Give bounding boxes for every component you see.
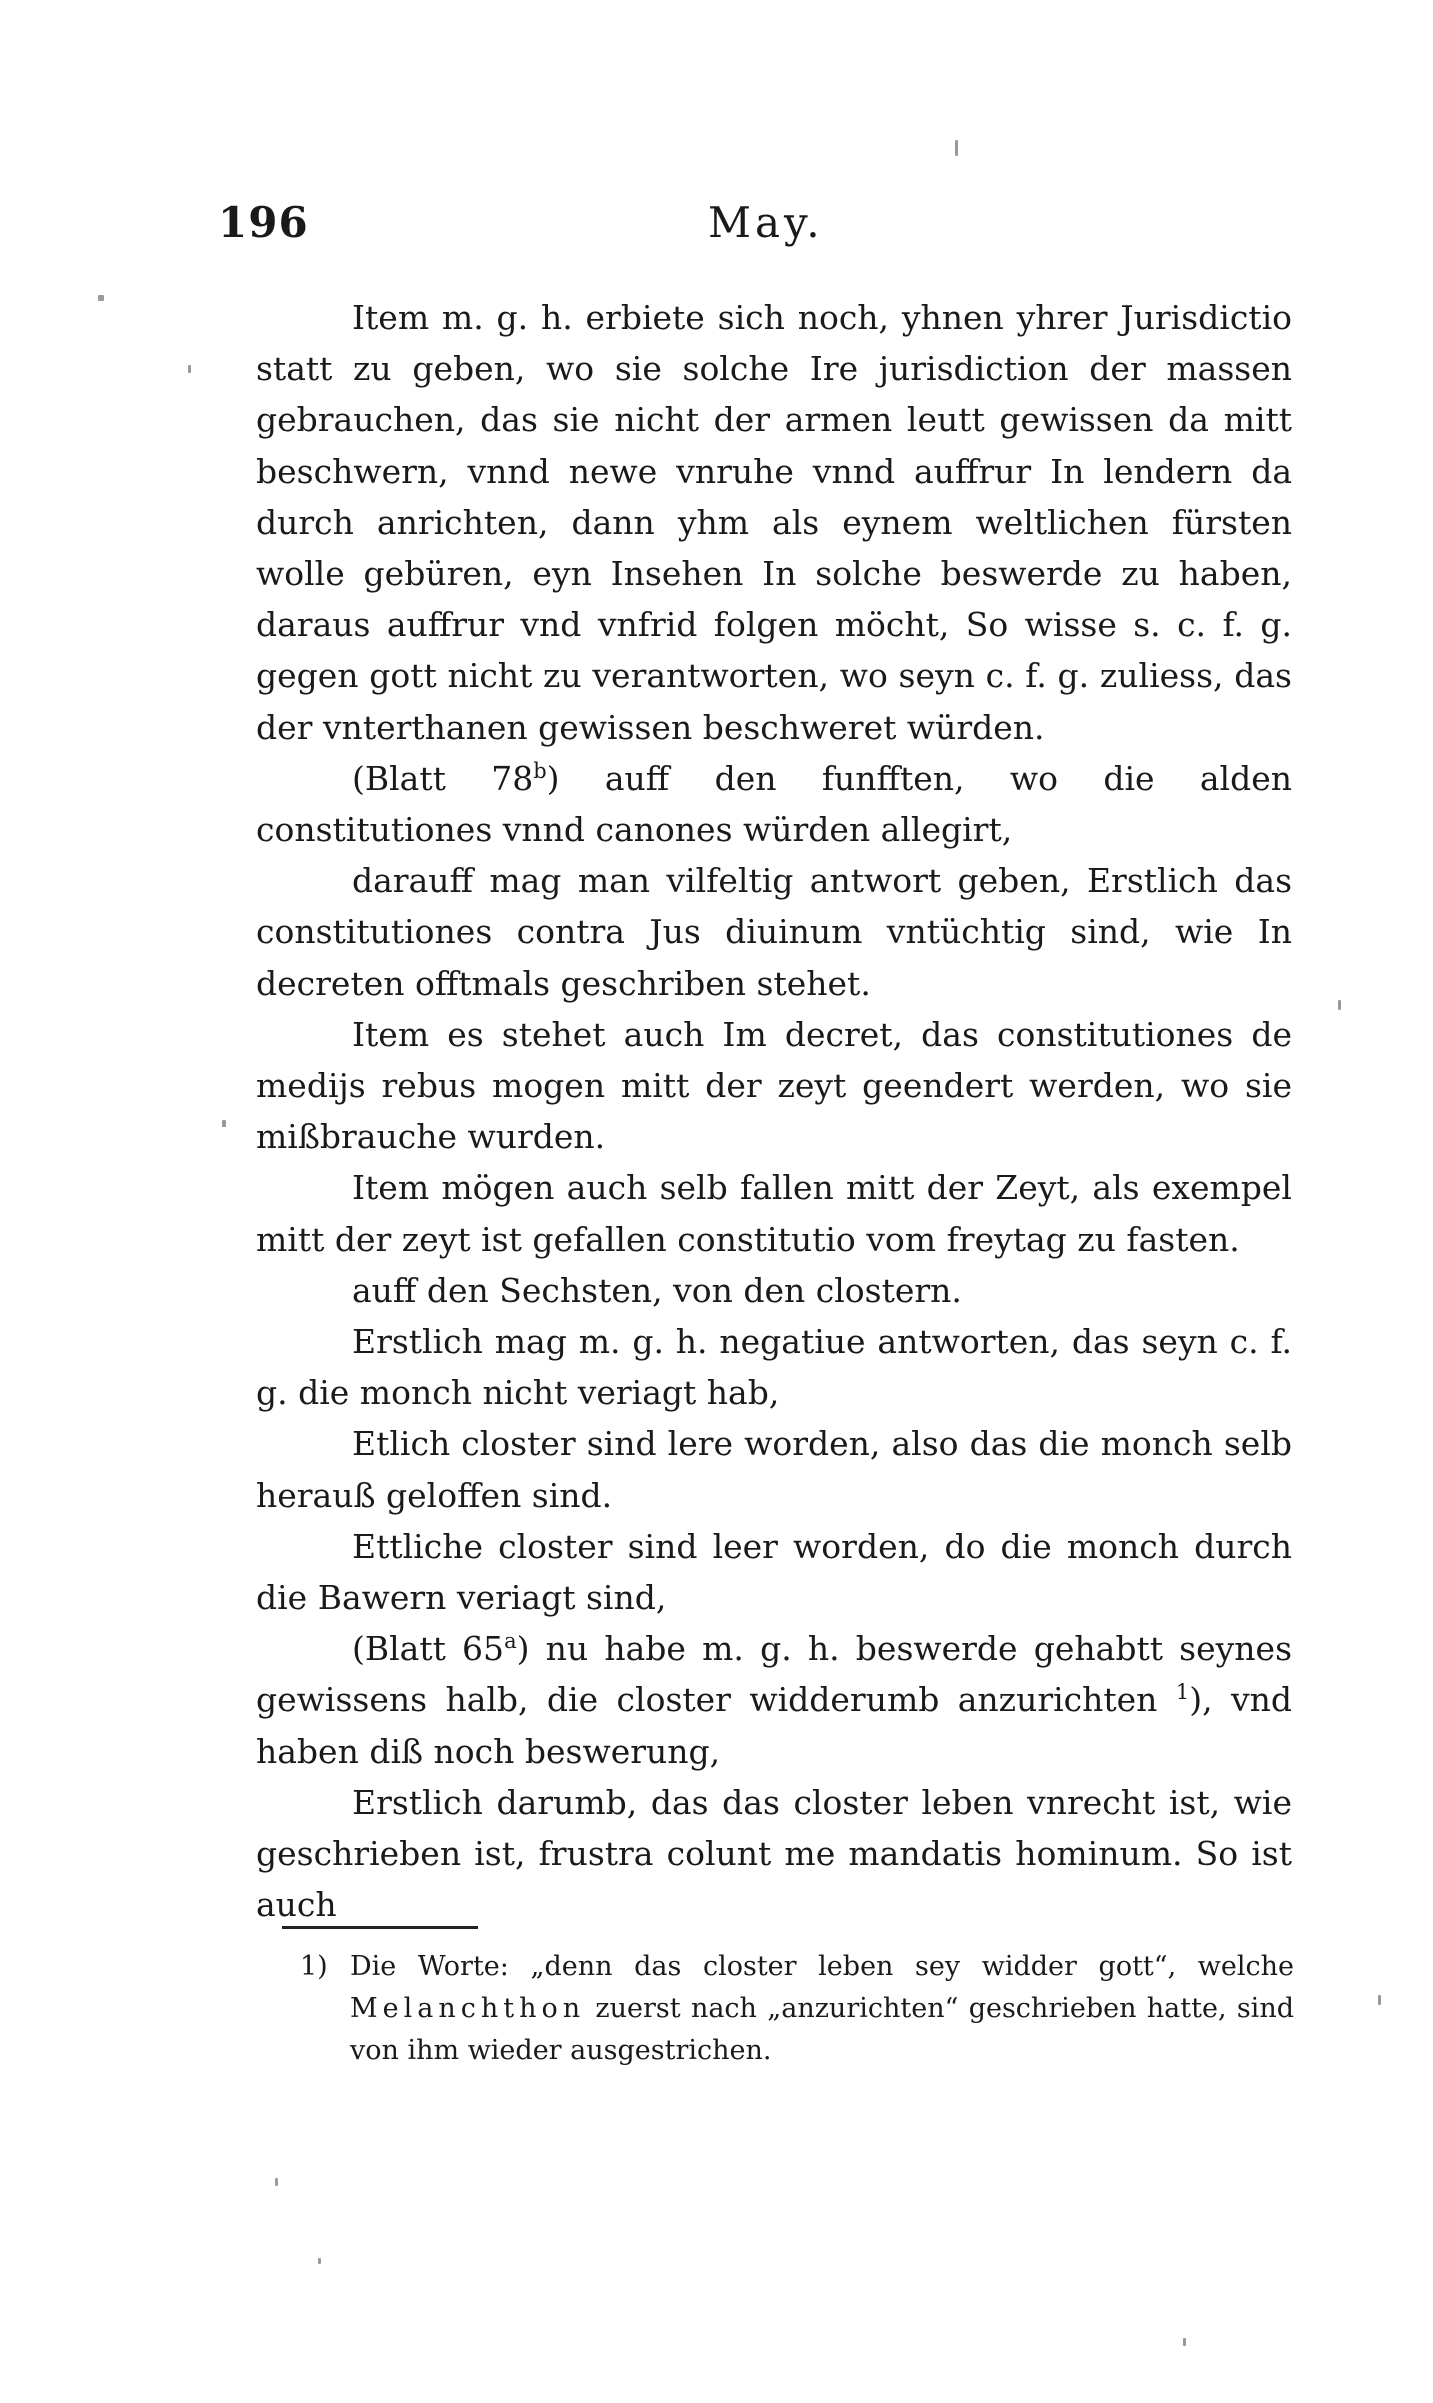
paragraph [256, 1623, 1292, 1777]
footnote-divider [282, 1926, 478, 1929]
running-title: May. [708, 198, 824, 247]
paragraph-text: ), vnd haben diß noch beswerung, [256, 1680, 1292, 1771]
footnote-text-part: Die Worte: „denn das closter leben sey widder gott“, welche [350, 1951, 1294, 1982]
paragraph: Etlich closter sind lere worden, also das die monch selb herauß geloffen sind. [256, 1424, 1292, 1515]
scan-speck [1378, 1995, 1381, 2005]
main-text [256, 292, 1292, 1931]
footnote [300, 1946, 1294, 2072]
paragraph: Item mögen auch selb fallen mitt der Zeyt, als exempel mitt der zeyt ist gefallen constitutio vom freytag zu fasten. [256, 1168, 1292, 1259]
paragraph: Erstlich darumb, das das closter leben vnrecht ist, wie geschrieben ist, frustra colunt me mandatis hominum. So ist auch [256, 1782, 1292, 1925]
scan-speck [275, 2178, 278, 2186]
footnote-reference: 1 [1175, 1680, 1190, 1705]
scan-speck [188, 365, 191, 373]
page-header [218, 198, 1290, 258]
footnote-person-name: Melanchthon [350, 1993, 586, 2024]
page-number: 196 [218, 198, 309, 247]
folio-reference: (Blatt 65 [352, 1629, 505, 1669]
scan-speck [222, 1120, 226, 1127]
footnote-mark: 1) [300, 1951, 328, 1982]
scan-speck [955, 140, 958, 156]
footnote-text [350, 1946, 1294, 2072]
scan-speck [1338, 1000, 1341, 1010]
folio-reference: (Blatt 78 [352, 758, 534, 798]
paragraph-text: ) nu habe m. g. h. beswerde gehabtt seynes gewissens halb, die closter widderumb anzurichten [256, 1629, 1293, 1720]
paragraph: darauff mag man vilfeltig antwort geben, Erstlich das constitutiones contra Jus diuinum vntüchtig sind, wie In decreten offtmals geschriben stehet. [256, 861, 1292, 1003]
scan-speck [1183, 2338, 1186, 2346]
folio-superscript: a [504, 1629, 517, 1654]
paragraph: auff den Sechsten, von den clostern. [352, 1270, 962, 1310]
paragraph-text: ) auff den funfften, wo die alden constitutiones vnnd canones würden allegirt, [256, 758, 1293, 850]
scan-speck [98, 295, 104, 301]
paragraph: Item m. g. h. erbiete sich noch, yhnen yhrer Jurisdictio statt zu geben, wo sie solche Ire jurisdiction der massen gebrauchen, das sie nicht der armen leutt gewissen da mitt beschwern, vnnd newe vnruhe vnnd auffrur In lendern da durch anrichten, dann yhm als eynem weltlichen fürsten wolle gebüren, eyn Insehen In solche beswerde zu haben, daraus auffrur vnd vnfrid folgen möcht, So wisse s. c. f. g. gegen gott nicht zu verantworten, wo seyn c. f. g. zuliess, das der vnterthanen gewissen beschweret würden. [256, 298, 1292, 747]
paragraph [256, 753, 1292, 855]
footnote-text-part: zuerst nach „anzurichten“ geschrieben hatte, sind von ihm wieder ausgestrichen. [350, 1993, 1294, 2066]
folio-superscript: b [533, 758, 547, 783]
paragraph: Erstlich mag m. g. h. negatiue antworten, das seyn c. f. g. die monch nicht veriagt hab, [256, 1322, 1292, 1413]
scan-speck [318, 2258, 321, 2264]
paragraph: Ettliche closter sind leer worden, do die monch durch die Bawern veriagt sind, [256, 1526, 1292, 1618]
paragraph: Item es stehet auch Im decret, das constitutiones de medijs rebus mogen mitt der zeyt geendert werden, wo sie mißbrauche wurden. [256, 1014, 1292, 1157]
